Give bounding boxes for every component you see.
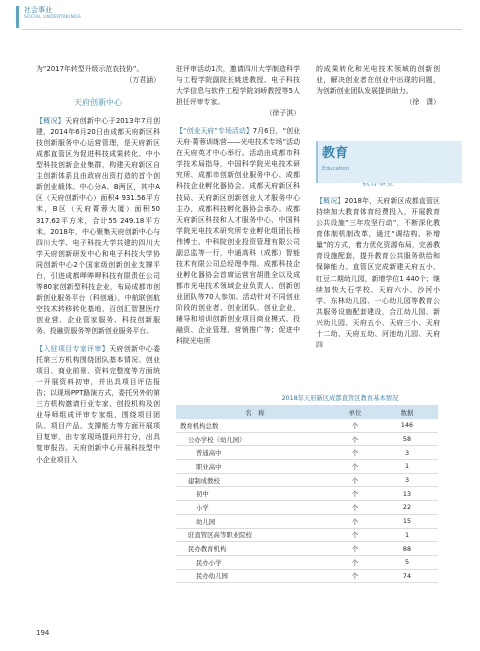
row-value: 3 bbox=[376, 446, 438, 460]
row-name: 职业高中 bbox=[176, 460, 334, 474]
header-rule bbox=[22, 29, 462, 30]
section-banner-education bbox=[316, 141, 462, 183]
row-value: 88 bbox=[376, 542, 438, 556]
c3-signature-1: （徐 潇） bbox=[405, 98, 440, 107]
section-title-en: Education bbox=[322, 166, 350, 172]
header-name: 名 称 bbox=[176, 405, 334, 419]
table-row bbox=[176, 542, 438, 556]
article-title-tianfu: 天府创新中心 bbox=[74, 98, 122, 108]
row-value: 22 bbox=[376, 501, 438, 515]
c3-p2-label: 【概况】 bbox=[316, 197, 345, 206]
table-row bbox=[176, 460, 438, 474]
c3-paragraph-1: 的成果转化和光电技术领域的创新创业，解决创业者在创业中出现的问题，为创新创业团队发展提供助力。 bbox=[316, 65, 440, 96]
c2-p2-label: 【“创业天府”专场活动】 bbox=[176, 127, 253, 136]
row-unit: 个 bbox=[334, 542, 376, 556]
c2-paragraph-2 bbox=[176, 126, 300, 347]
header-accent-bar bbox=[16, 6, 19, 28]
c1-paragraph-2 bbox=[36, 116, 160, 337]
header-title: 社会事业 bbox=[24, 6, 52, 14]
row-unit: 个 bbox=[334, 514, 376, 528]
c2-p2-text: 7月6日，“创业天府·菁蓉训练营——光电技术专场”活动在天府英才中心举行。活动由成都市科学技术局指导，中国科学院光电技术研究所、成都市创新创业服务中心、成都科技企业孵化器协会、成都天府新区科技局、天府新区创新创业人才服务中心主办，成都科技孵化器协会承办。成都天府新区科技和人才服务中心、中国科学院光电技术研究所专业孵化组团长杨伟博士、中科院创业投资管理有限公司副总监等一行，中通高科（成都）智能技术有限公司总经理李翔、成都科技企业孵化器协会首席运营官胡胜全以及成都市光电技术领域企业负责人、创新创业团队等70人参加。活动针对不同创业阶段的创业者、创业团队、创业企业，辅导和培训创新创业项目商业模式、投融资、企业管理、营销推广等；促进中科院光电所 bbox=[176, 127, 300, 346]
table-row bbox=[176, 487, 438, 501]
column-3 bbox=[316, 64, 440, 351]
table-header-row bbox=[176, 405, 438, 419]
row-unit: 个 bbox=[334, 419, 376, 432]
c3-paragraph-2 bbox=[316, 196, 440, 351]
table-row bbox=[176, 473, 438, 487]
row-unit: 个 bbox=[334, 460, 376, 474]
section-title-zh: 教育 bbox=[322, 146, 349, 161]
row-value: 15 bbox=[376, 514, 438, 528]
row-name: 小学 bbox=[176, 501, 334, 515]
c1-paragraph-3 bbox=[36, 344, 160, 466]
row-name: 幼儿园 bbox=[176, 514, 334, 528]
row-value: 58 bbox=[376, 432, 438, 446]
row-unit: 个 bbox=[334, 432, 376, 446]
column-1 bbox=[36, 64, 160, 466]
row-value: 5 bbox=[376, 555, 438, 569]
row-name: 教育机构总数 bbox=[176, 419, 334, 432]
c1-signature-1: （万君涵） bbox=[125, 76, 160, 85]
row-name: 驻直管区高等职业院校 bbox=[176, 528, 334, 542]
header-unit: 单位 bbox=[334, 405, 376, 419]
c1-p3-text: 天府创新中心委托第三方机构围绕团队基本情况、创业项目、商业前景、资料完整度等方面统一开展资料初审，并出具项目评估报告；以现场PPT路演方式，委托另外的第三方机构邀请行业专家、创投机构及创业导师组成评审专家组，围绕项目团队、项目产品、支撑能力等方面开展项目复审，由专家现场提问并打分，出具复审报告。天府创新中心开展科技型中小企业项目入 bbox=[36, 345, 161, 464]
row-unit: 个 bbox=[334, 446, 376, 460]
page-number: 194 bbox=[36, 629, 50, 637]
c1-p3-label: 【入驻项目专家评审】 bbox=[36, 345, 110, 354]
table-row bbox=[176, 419, 438, 432]
education-stats-table bbox=[176, 405, 438, 583]
c1-p2-text: 天府创新中心于2013年7月创建，2014年6月20日由成都天府新区科技创新服务中心运营管理，是天府新区成都直管区为促进科技成果转化、中小型科技创新企业集群，构建天府新区自主创新体系且由政府出资打造的首个创新创业载体。中心分A、B两区，其中A区（天府创新中心）面积4 931.56平方米，B区（天府菁蓉大厦）面积50 317.62平方米，合计55 249.18平方米。2018年，中心聚集天府创新中心与四川大学、电子科技大学共建的四川大学天府创新研发中心和电子科技大学协同创新中心2个国家级创新创业支撑平台，引进成都呷哔呷科技有限责任公司等80家创新型科技企业，布局成都市创新创业服务平台（科创通），中航联创航空技术转移转化基地、百创汇智慧医疗创业营、企业管家服务、科技创新服务、投融资服务等创新创业服务平台。 bbox=[36, 117, 161, 335]
row-value: 1 bbox=[376, 460, 438, 474]
row-value: 74 bbox=[376, 569, 438, 583]
table-row bbox=[176, 555, 438, 569]
row-unit: 个 bbox=[334, 487, 376, 501]
row-unit: 个 bbox=[334, 569, 376, 583]
row-name: 公办学校（幼儿园） bbox=[176, 432, 334, 446]
table-row bbox=[176, 446, 438, 460]
table-row bbox=[176, 528, 438, 542]
row-value: 3 bbox=[376, 473, 438, 487]
table-row bbox=[176, 432, 438, 446]
c2-paragraph-1: 驻评审活动1次，邀请四川大学制造科学与工程学院副院长姚进教授、电子科技大学信息与软件工程学院刘峤教授等5人担任评审专家。 bbox=[176, 65, 300, 107]
row-name: 民办教育机构 bbox=[176, 542, 334, 556]
running-header bbox=[0, 0, 480, 44]
row-unit: 个 bbox=[334, 528, 376, 542]
c2-signature-1: （徐子淇） bbox=[265, 109, 300, 118]
header-value: 数据 bbox=[376, 405, 438, 419]
row-unit: 个 bbox=[334, 555, 376, 569]
row-value: 13 bbox=[376, 487, 438, 501]
table-row bbox=[176, 569, 438, 583]
row-name: 民办幼儿园 bbox=[176, 569, 334, 583]
table-row bbox=[176, 514, 438, 528]
section-banner-line bbox=[316, 141, 318, 183]
row-value: 146 bbox=[376, 419, 438, 432]
row-unit: 个 bbox=[334, 473, 376, 487]
row-value: 1 bbox=[376, 528, 438, 542]
row-name: 建制成教校 bbox=[176, 473, 334, 487]
c1-p2-label: 【概况】 bbox=[36, 117, 66, 126]
column-2 bbox=[176, 64, 300, 347]
row-unit: 个 bbox=[334, 501, 376, 515]
row-name: 民办小学 bbox=[176, 555, 334, 569]
header-subtitle: SOCIAL UNDERTAKINGS bbox=[24, 15, 81, 20]
c1-paragraph-1: 为“2017年转型升级示范农技协”。 bbox=[36, 65, 144, 73]
table-caption: 2018年天府新区成都直管区教育基本情况 bbox=[281, 395, 399, 402]
row-name: 初中 bbox=[176, 487, 334, 501]
table-row bbox=[176, 501, 438, 515]
c3-p2-text: 2018年，天府新区成都直管区持续加大教育体育经费投入，开展教育公共设施“三年攻坚行动”，不断深化教育体制机制改革，通过“调结构、补增量”的方式，着力优化资源布局，完善教育设施配套，提升教育公共服务供给和保障能力。直管区完成新建天府五小、红豆二期幼儿园，新增学位1 440个；继续加快大石学校、天府六小、沙河小学、东林幼儿园、一心幼儿园等教育公共服务设施配套建设，合江幼儿园、新兴幼儿园、天府五小、天府三小、天府十二幼、天府五幼、河池幼儿园、天府四 bbox=[316, 197, 440, 349]
row-name: 普通高中 bbox=[176, 446, 334, 460]
